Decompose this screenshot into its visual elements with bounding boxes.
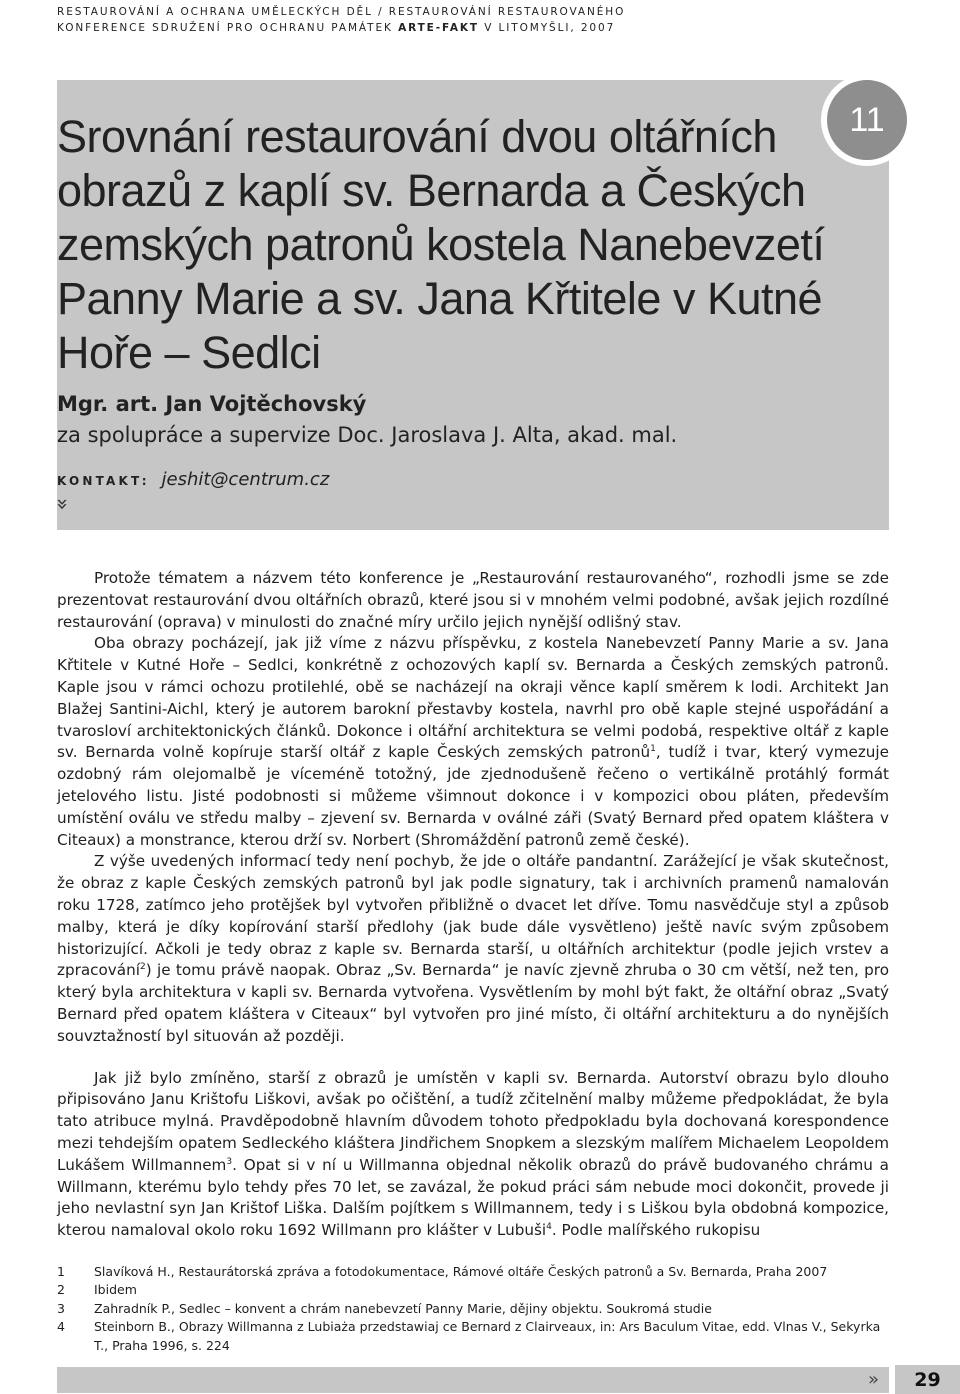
- footnote-item: [57, 1318, 889, 1355]
- page-number: 29: [895, 1365, 960, 1394]
- footnote-item: [57, 1300, 889, 1318]
- footnote-text: Steinborn B., Obrazy Willmanna z Lubiaża przedstawiaj ce Bernard z Clairveaux, in: Ars Baculum Vitae, edd. Vlnas V., Sekyrka T., Praha 1996, s. 224: [94, 1319, 881, 1353]
- chapter-number-badge: 11: [821, 74, 913, 166]
- paragraph-3-text-b: ) je tomu právě naopak. Obraz „Sv. Bernarda“ je navíc zjevně zhruba o 30 cm větší, než ten, pro který byla architektura v kapli sv. Bernarda vytvořena. Vysvětlením by mohl být fakt, že oltářní obraz „Svatý Bernard před opatem kláštera v Citeaux“ byl vytvořen pro jiné místo, či oltářní architekturu a do nynějších souvztažností byl situován až později.: [57, 961, 889, 1045]
- title-panel: [51, 80, 889, 530]
- header-line-2: [57, 20, 937, 36]
- footnote-text: Slavíková H., Restaurátorská zpráva a fotodokumentace, Rámové oltáře Českých patronů a Sv. Bernarda, Praha 2007: [94, 1264, 828, 1279]
- paragraph-3: [57, 851, 889, 1047]
- contact-label: KONTAKT:: [57, 474, 150, 488]
- paragraph-3-text-a: Z výše uvedených informací tedy není pochyb, že jde o oltáře pandantní. Zarážející je však skutečnost, že obraz z kaple Českých zemských patronů byl jak podle signatury, tak i archivních pramenů namalován roku 1728, zatímco jeho protějšek byl vytvořen přibližně o dvacet let dříve. Tomu nasvědčuje styl a způsob malby, která je díky kopírování starší předlohy (jak bude dále vysvětleno) ještě navíc svým způsobem historizující. Ačkoli je tedy obraz z kaple sv. Bernarda starší, u oltářních architektur (podle jejich vrstev a zpracování: [57, 852, 889, 980]
- running-header: [57, 4, 937, 36]
- header-line-2-suffix: V LITOMYŠLI, 2007: [479, 22, 616, 34]
- author-name: Mgr. art. Jan Vojtěchovský: [57, 392, 367, 416]
- contact-line: [57, 469, 329, 490]
- supervision-line: za spolupráce a supervize Doc. Jaroslava J. Alta, akad. mal.: [57, 423, 678, 447]
- header-line-1: RESTAUROVÁNÍ A OCHRANA UMĚLECKÝCH DĚL / RESTAUROVÁNÍ RESTAUROVANÉHO: [57, 6, 626, 18]
- footnote-number: 3: [57, 1300, 65, 1316]
- footnote-item: [57, 1263, 889, 1281]
- paragraph-4-text-c: . Podle malířského rukopisu: [551, 1221, 761, 1240]
- paragraph-4-text-a: Jak již bylo zmíněno, starší z obrazů je umístěn v kapli sv. Bernarda. Autorství obrazu bylo dlouho připisováno Janu Krištofu Liškovi, avšak po očištění, a tudíž zčitelnění malby můžeme předpokládat, že byla tato atribuce mylná. Pravděpodobně hlavním důvodem tohoto předpokladu byla dochovaná korespondence mezi tehdejším opatem Sedleckého kláštera Jindřichem Snopkem a slezským malířem Michaelem Leopoldem Lukášem Willmannem: [57, 1068, 889, 1174]
- footnotes: [57, 1263, 889, 1355]
- footnote-text: Zahradník P., Sedlec – konvent a chrám nanebevzetí Panny Marie, dějiny objektu. Soukromá studie: [94, 1300, 712, 1316]
- footnote-number: 4: [57, 1319, 65, 1335]
- paragraph-4: [57, 1068, 889, 1242]
- footnote-ref-3[interactable]: 3: [226, 1156, 233, 1167]
- next-page-icon[interactable]: »: [867, 1369, 879, 1390]
- footnote-ref-4[interactable]: 4: [546, 1222, 552, 1233]
- article-body: [57, 568, 889, 1242]
- footnote-number: 1: [57, 1264, 65, 1279]
- paragraph-2: [57, 633, 889, 851]
- header-brand: ARTE-FAKT: [398, 22, 479, 34]
- footnote-item: [57, 1281, 889, 1299]
- footnote-ref-2[interactable]: 2: [139, 962, 146, 973]
- footer-bar: [57, 1367, 889, 1393]
- footnote-text: Ibidem: [94, 1282, 137, 1298]
- footnote-ref-1[interactable]: 1: [650, 744, 656, 755]
- paragraph-4-text-b: . Opat si v ní u Willmanna objednal několik obrazů do právě budovaného chrámu a Willmann, kterému bylo tehdy přes 70 let, se zavázal, že pokud práci sám nebude moci dokončit, provede ji jeho nevlastní syn Jan Krištof Liška. Dalším pojítkem s Willmannem, tedy i s Liškou byla obdobná kompozice, kterou namaloval okolo roku 1692 Willmann pro klášter v Lubuši: [57, 1155, 889, 1240]
- article-title: Srovnání restaurování dvou oltářních obrazů z kaplí sv. Bernarda a Českých zemských patronů kostela Nanebevzetí Panny Marie a sv. Jana Křtitele v Kutné Hoře – Sedlci: [57, 111, 825, 378]
- contact-email[interactable]: jeshit@centrum.cz: [161, 469, 330, 490]
- paragraph-2-text-b: , tudíž i tvar, který vymezuje ozdobný rám olejomalbě je víceméně totožný, jde zjednodušeně řečeno o vertikálně protáhlý formát jetelového listu. Jisté podobnosti si můžeme všimnout dokonce i v kompozici obou pláten, především umístění oválu ve středu malby – zjevení sv. Bernarda v oválné záři (Svatý Bernard před opatem kláštera v Citeaux) a monstrance, kterou drží sv. Norbert (Shromáždění patronů země české).: [57, 743, 889, 849]
- footnote-number: 2: [57, 1282, 65, 1298]
- chevron-down-icon: »: [51, 498, 75, 511]
- paragraph-1: Protože tématem a názvem této konference je „Restaurování restaurovaného“, rozhodli jsme se zde prezentovat restaurování dvou oltářních obrazů, které jsou si v mnohém velmi podobné, avšak jejich rozdílné restaurování (oprava) v minulosti do značné míry určilo jejich nynější odlišný stav.: [57, 569, 889, 631]
- header-line-2-prefix: KONFERENCE SDRUŽENÍ PRO OCHRANU PAMÁTEK: [57, 22, 399, 34]
- paragraph-2-text-a: Oba obrazy pocházejí, jak již víme z názvu příspěvku, z kostela Nanebevzetí Panny Marie a sv. Jana Křtitele v Kutné Hoře – Sedlci, konkrétně z ochozových kaplí sv. Bernarda a Českých zemských patronů. Kaple jsou v rámci ochozu protilehlé, obě se nacházejí na okraji věnce kaplí směrem k lodi. Architekt Jan Blažej Santini-Aichl, který je autorem barokní přestavby kostela, navrhl pro obě kaple stejné uspořádání a tvarosloví architektonických článků. Dokonce i oltářní architektura se velmi podobá, respektive oltář z kaple sv. Bernarda volně kopíruje starší oltář z kaple Českých zemských patronů: [57, 634, 889, 762]
